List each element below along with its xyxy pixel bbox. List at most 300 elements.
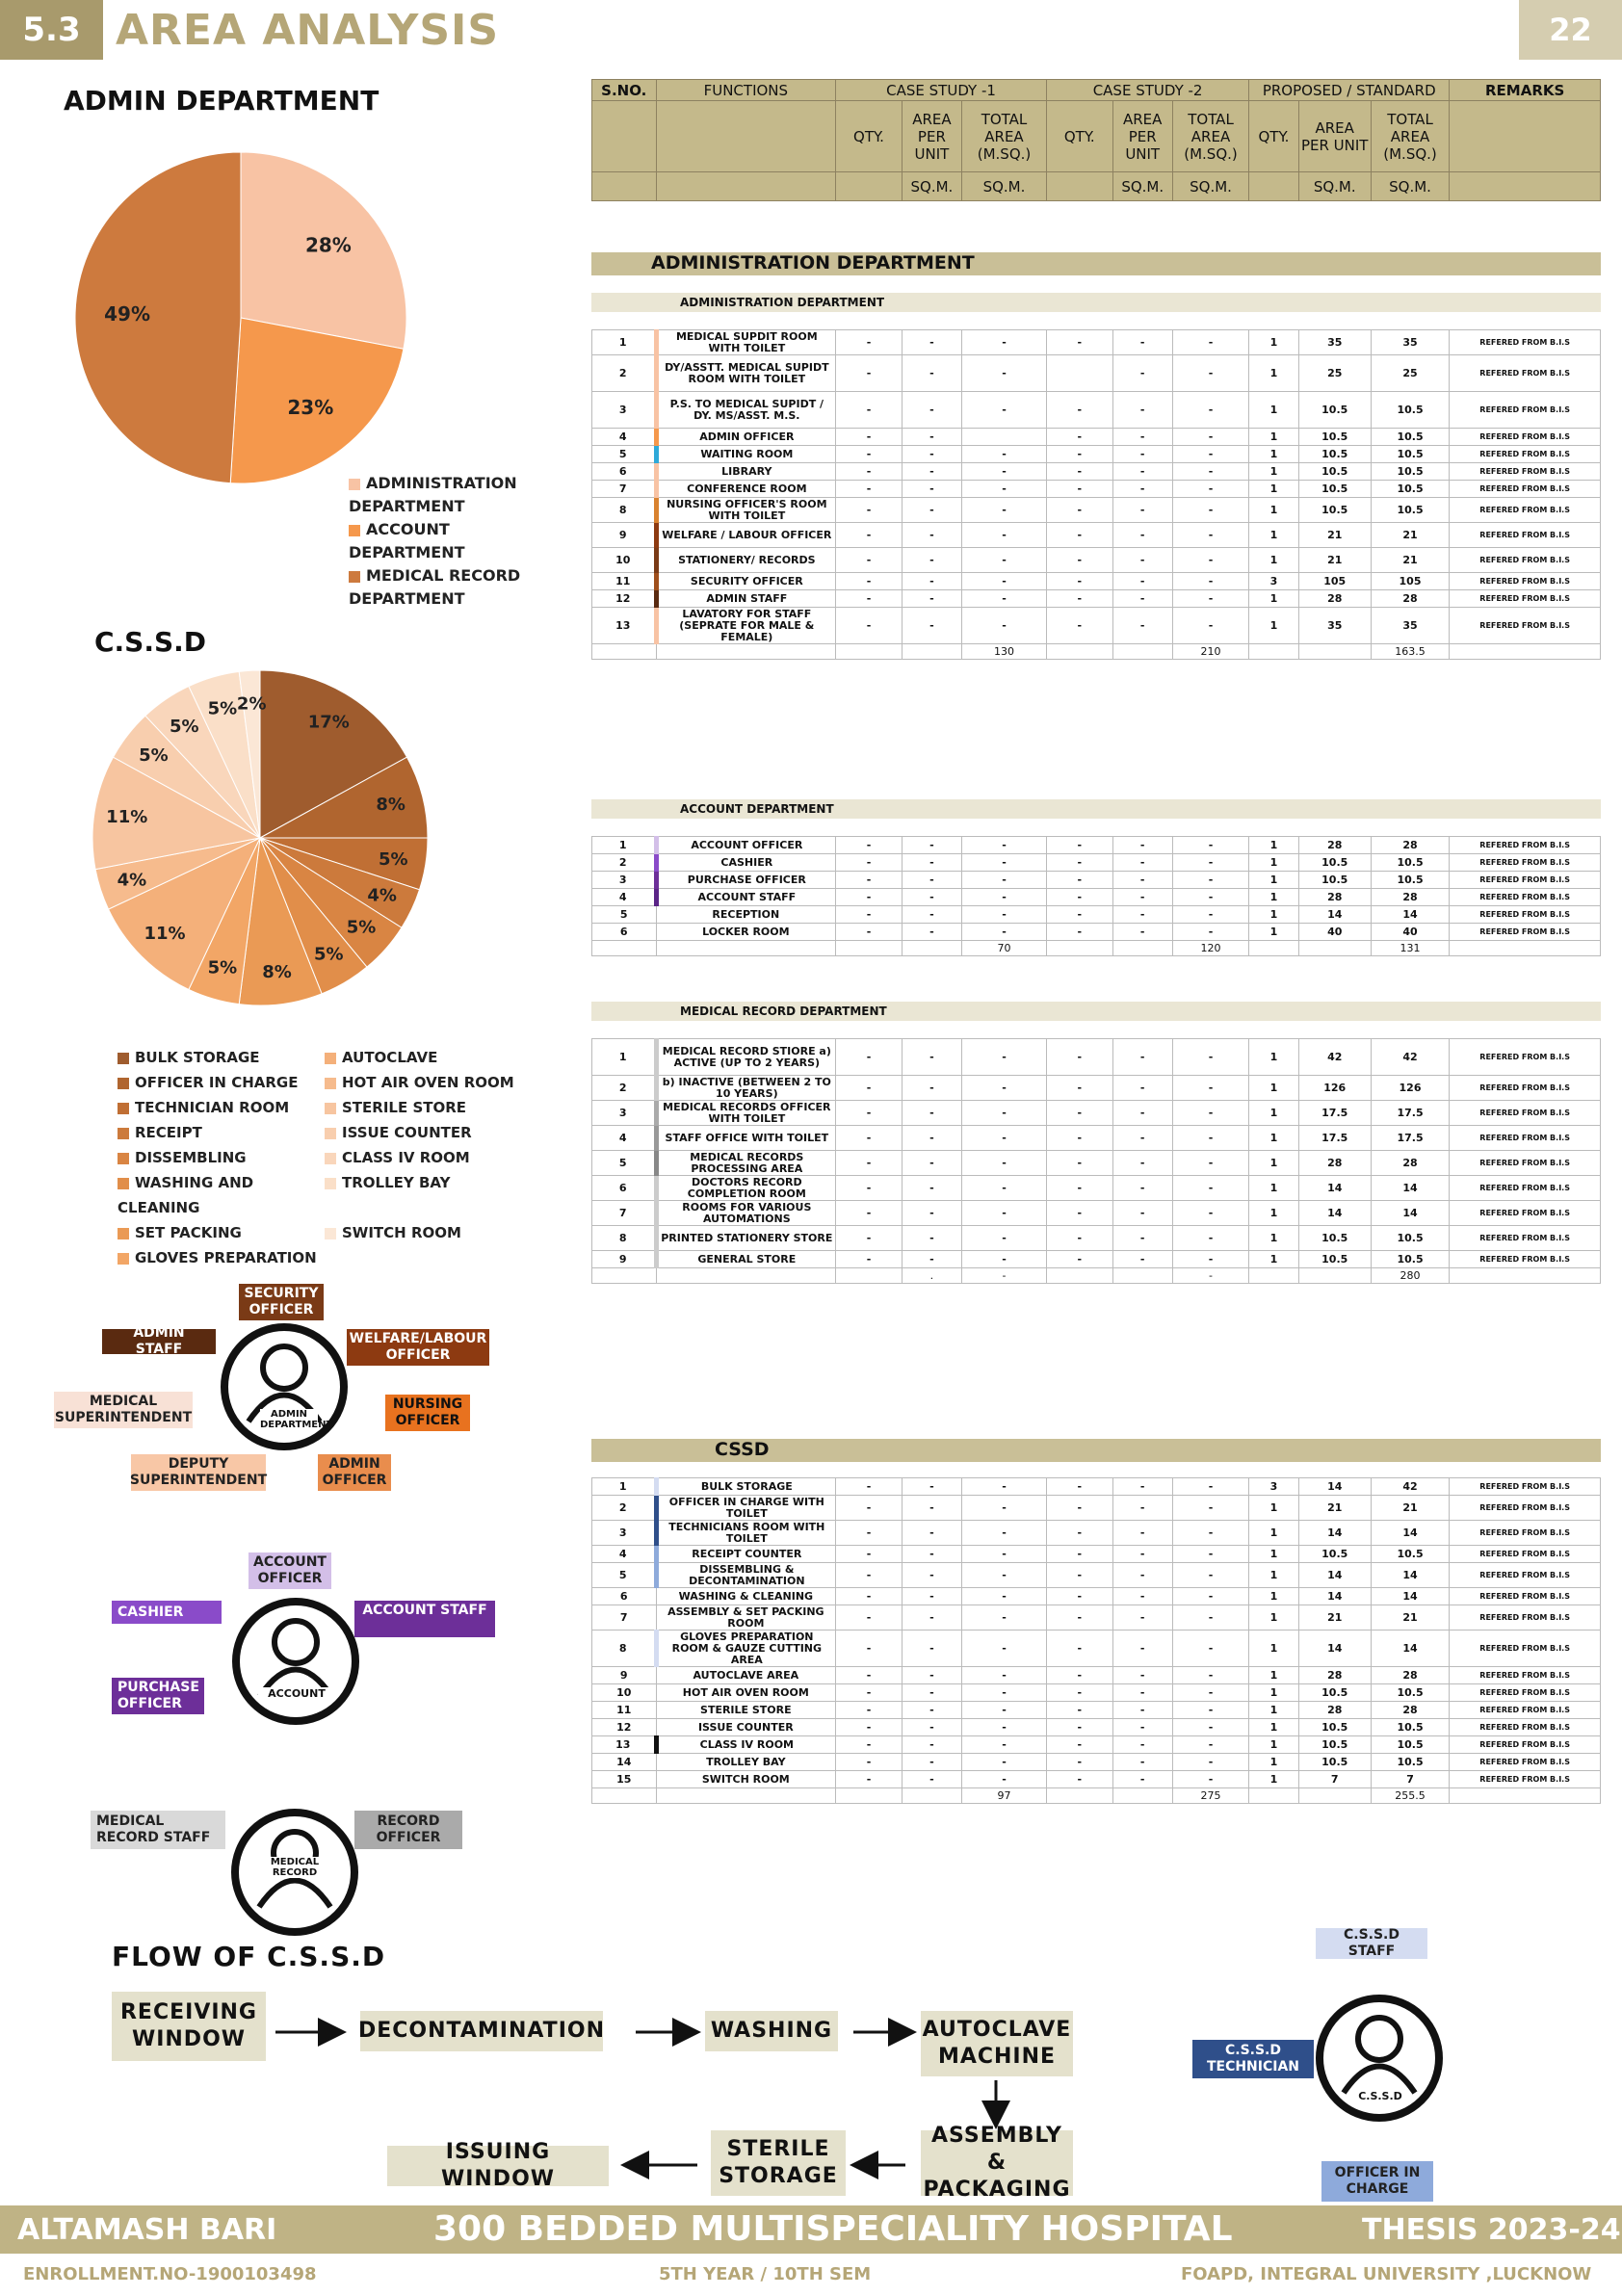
admin-cell: - <box>1046 498 1112 523</box>
medrec-cell: - <box>962 1101 1047 1126</box>
cssd-cell: - <box>836 1496 903 1521</box>
account-cell: - <box>1172 872 1248 889</box>
cssd-cell: 14 <box>1371 1631 1450 1667</box>
medrec-cell: - <box>902 1176 961 1201</box>
cssd-pie-legend-swatch <box>118 1053 129 1064</box>
cssd-cell: - <box>1112 1478 1172 1496</box>
account-org-center: ACCOUNT <box>258 1687 335 1700</box>
th-qty-3: QTY. <box>1249 101 1298 172</box>
admin-cell: 12 <box>592 590 657 608</box>
admin-row <box>592 330 1601 355</box>
account-cell: REFERED FROM B.I.S <box>1450 872 1601 889</box>
medrec-cell: 1 <box>1249 1201 1298 1226</box>
cssd-pie-legend-label: DISSEMBLING <box>135 1149 247 1166</box>
account-row <box>592 906 1601 924</box>
cssd-cell: 10.5 <box>1371 1719 1450 1736</box>
cssd-cell: - <box>836 1605 903 1631</box>
cssd-cell: - <box>1172 1588 1248 1605</box>
admin-cell: - <box>1046 523 1112 548</box>
cssd-cell: - <box>1112 1736 1172 1754</box>
medrec-table <box>591 1038 1601 1284</box>
admin-cell: 10.5 <box>1371 463 1450 481</box>
admin-cell: - <box>1172 590 1248 608</box>
account-total-cell <box>1450 941 1601 956</box>
account-cell: - <box>1112 837 1172 854</box>
admin-cell: 10.5 <box>1298 498 1371 523</box>
cssd-cell: SWITCH ROOM <box>656 1771 836 1788</box>
admin-cell: 5 <box>592 446 657 463</box>
th-case-study-1: CASE STUDY -1 <box>836 80 1047 101</box>
cssd-pie-legend-label: TROLLEY BAY <box>342 1174 451 1191</box>
cssd-cell: - <box>1046 1719 1112 1736</box>
medrec-cell: - <box>902 1151 961 1176</box>
cssd-cell: - <box>1046 1702 1112 1719</box>
account-cell: - <box>962 906 1047 924</box>
cssd-cell: - <box>902 1563 961 1588</box>
medrec-cell: 7 <box>592 1201 657 1226</box>
cssd-pie-legend-label: WASHING AND CLEANING <box>118 1174 254 1216</box>
cssd-cell: 1 <box>1249 1667 1298 1684</box>
account-cell: 10.5 <box>1371 872 1450 889</box>
cssd-cell: 1 <box>1249 1605 1298 1631</box>
medrec-cell: - <box>1172 1126 1248 1151</box>
admin-cell: 1 <box>1249 608 1298 644</box>
th-sqm-2b: SQ.M. <box>1172 172 1248 201</box>
cssd-cell: 21 <box>1371 1605 1450 1631</box>
admin-total-cell: 163.5 <box>1371 644 1450 660</box>
cssd-cell: - <box>836 1667 903 1684</box>
medrec-org-staff: MEDICAL RECORD STAFF <box>91 1811 225 1849</box>
account-cell: REFERED FROM B.I.S <box>1450 854 1601 872</box>
cssd-cell: REFERED FROM B.I.S <box>1450 1605 1601 1631</box>
flow-step-decontamination: DECONTAMINATION <box>360 2011 603 2051</box>
cssd-cell: - <box>836 1478 903 1496</box>
cssd-pie-slice-label: 4% <box>367 885 397 906</box>
cssd-cell: 1 <box>1249 1563 1298 1588</box>
account-cell: LOCKER ROOM <box>656 924 836 941</box>
medrec-cell: STAFF OFFICE WITH TOILET <box>656 1126 836 1151</box>
medrec-cell: - <box>962 1151 1047 1176</box>
th-apu-2: AREA PER UNIT <box>1112 101 1172 172</box>
cssd-cell: REFERED FROM B.I.S <box>1450 1754 1601 1771</box>
cssd-org-center: C.S.S.D <box>1356 2090 1404 2102</box>
cssd-cell: - <box>1046 1631 1112 1667</box>
cssd-cell: - <box>902 1496 961 1521</box>
admin-cell: - <box>1112 392 1172 429</box>
admin-cell: - <box>902 429 961 446</box>
medrec-row <box>592 1039 1601 1076</box>
cssd-cell: - <box>1172 1546 1248 1563</box>
admin-cell: 3 <box>1249 573 1298 590</box>
cssd-cell: - <box>836 1702 903 1719</box>
account-cell: 28 <box>1298 889 1371 906</box>
cssd-cell: - <box>836 1771 903 1788</box>
account-cell: ACCOUNT STAFF <box>656 889 836 906</box>
admin-cell: MEDICAL SUPDIT ROOM WITH TOILET <box>656 330 836 355</box>
account-cell: 1 <box>1249 854 1298 872</box>
medrec-total-cell <box>592 1268 657 1284</box>
account-cell: - <box>1112 872 1172 889</box>
medrec-cell: - <box>836 1126 903 1151</box>
medrec-cell: - <box>1112 1201 1172 1226</box>
cssd-cell: 10.5 <box>1371 1754 1450 1771</box>
admin-pie-legend-item <box>349 472 551 518</box>
medrec-cell: 9 <box>592 1251 657 1268</box>
admin-cell: - <box>1046 573 1112 590</box>
th-sqm-2a: SQ.M. <box>1112 172 1172 201</box>
medrec-cell: - <box>1112 1251 1172 1268</box>
th-case-study-2: CASE STUDY -2 <box>1046 80 1248 101</box>
cssd-cell: 3 <box>1249 1478 1298 1496</box>
medrec-cell: 1 <box>1249 1039 1298 1076</box>
account-cell: ACCOUNT OFFICER <box>656 837 836 854</box>
admin-cell: - <box>1112 523 1172 548</box>
medrec-total-cell: 280 <box>1371 1268 1450 1284</box>
admin-cell: - <box>902 608 961 644</box>
medrec-cell: 126 <box>1298 1076 1371 1101</box>
admin-cell: - <box>902 523 961 548</box>
account-subsection-bar: ACCOUNT DEPARTMENT <box>591 799 1601 819</box>
cssd-cell: - <box>1172 1702 1248 1719</box>
admin-cell: 10.5 <box>1298 392 1371 429</box>
medrec-cell: 1 <box>1249 1126 1298 1151</box>
admin-total-cell <box>836 644 903 660</box>
account-cell: - <box>1046 924 1112 941</box>
cssd-table <box>591 1477 1601 1804</box>
th-sqm-1b: SQ.M. <box>962 172 1047 201</box>
cssd-cell: 10.5 <box>1298 1684 1371 1702</box>
admin-cell: 35 <box>1371 608 1450 644</box>
admin-org-adminofficer: ADMIN OFFICER <box>318 1454 391 1491</box>
medrec-cell: - <box>1112 1076 1172 1101</box>
th-total-1: TOTAL AREA (M.SQ.) <box>962 101 1047 172</box>
account-cell: - <box>1172 906 1248 924</box>
medrec-cell: 5 <box>592 1151 657 1176</box>
medrec-cell: 2 <box>592 1076 657 1101</box>
cssd-pie-slice-label: 5% <box>170 717 199 738</box>
cssd-cell: - <box>1172 1667 1248 1684</box>
cssd-cell: 7 <box>1298 1771 1371 1788</box>
admin-cell: - <box>836 590 903 608</box>
cssd-cell: 10.5 <box>1371 1546 1450 1563</box>
admin-cell: - <box>902 548 961 573</box>
admin-cell: 21 <box>1298 548 1371 573</box>
cssd-pie-slice-label: 5% <box>378 848 408 870</box>
admin-cell: 35 <box>1298 330 1371 355</box>
admin-cell <box>1046 355 1112 392</box>
cssd-pie-legend-swatch <box>118 1128 129 1139</box>
account-total-cell: 131 <box>1371 941 1450 956</box>
account-cell: REFERED FROM B.I.S <box>1450 906 1601 924</box>
medrec-cell: - <box>962 1176 1047 1201</box>
medrec-cell: PRINTED STATIONERY STORE <box>656 1226 836 1251</box>
cssd-pie-legend-label: RECEIPT <box>135 1124 202 1141</box>
cssd-cell: - <box>1172 1631 1248 1667</box>
account-cell: - <box>1172 837 1248 854</box>
medrec-cell: REFERED FROM B.I.S <box>1450 1151 1601 1176</box>
account-cell: REFERED FROM B.I.S <box>1450 837 1601 854</box>
admin-total-cell <box>1298 644 1371 660</box>
admin-cell: REFERED FROM B.I.S <box>1450 446 1601 463</box>
cssd-cell: - <box>902 1588 961 1605</box>
cssd-cell: TECHNICIANS ROOM WITH TOILET <box>656 1521 836 1546</box>
th-sqm-3a: SQ.M. <box>1298 172 1371 201</box>
medrec-cell: - <box>836 1176 903 1201</box>
cssd-cell: - <box>1112 1771 1172 1788</box>
admin-cell: - <box>1112 446 1172 463</box>
cssd-cell: 10.5 <box>1298 1719 1371 1736</box>
medrec-cell: - <box>962 1126 1047 1151</box>
admin-cell: 1 <box>1249 498 1298 523</box>
admin-cell: - <box>1172 392 1248 429</box>
medrec-cell: 126 <box>1371 1076 1450 1101</box>
medrec-cell: - <box>1172 1226 1248 1251</box>
cssd-cell: - <box>902 1719 961 1736</box>
cssd-pie-legend-label: BULK STORAGE <box>135 1049 260 1066</box>
medrec-cell: - <box>836 1039 903 1076</box>
medrec-cell: - <box>1172 1076 1248 1101</box>
medrec-cell: - <box>1046 1201 1112 1226</box>
medrec-cell: - <box>1172 1201 1248 1226</box>
admin-cell: - <box>836 523 903 548</box>
admin-cell: 7 <box>592 481 657 498</box>
cssd-cell: 1 <box>1249 1771 1298 1788</box>
cssd-cell: - <box>836 1684 903 1702</box>
cssd-cell: - <box>962 1478 1047 1496</box>
admin-cell: - <box>836 463 903 481</box>
admin-cell: - <box>1172 573 1248 590</box>
cssd-row <box>592 1702 1601 1719</box>
admin-row <box>592 608 1601 644</box>
medrec-cell: - <box>1046 1126 1112 1151</box>
cssd-row <box>592 1736 1601 1754</box>
cssd-cell: OFFICER IN CHARGE WITH TOILET <box>656 1496 836 1521</box>
cssd-cell: - <box>962 1702 1047 1719</box>
admin-cell: - <box>836 608 903 644</box>
cssd-pie-legend-item <box>118 1095 325 1120</box>
medrec-cell: - <box>902 1201 961 1226</box>
cssd-cell: 10 <box>592 1684 657 1702</box>
cssd-total-cell <box>1298 1788 1371 1804</box>
cssd-cell: REFERED FROM B.I.S <box>1450 1521 1601 1546</box>
cssd-cell: 11 <box>592 1702 657 1719</box>
cssd-cell: 28 <box>1371 1702 1450 1719</box>
cssd-row <box>592 1684 1601 1702</box>
cssd-cell: - <box>962 1521 1047 1546</box>
cssd-total-cell <box>836 1788 903 1804</box>
medrec-cell: 17.5 <box>1371 1126 1450 1151</box>
cssd-cell: - <box>836 1754 903 1771</box>
cssd-pie-legend-swatch <box>118 1078 129 1089</box>
cssd-pie-legend-label: ISSUE COUNTER <box>342 1124 472 1141</box>
admin-cell: - <box>962 523 1047 548</box>
cssd-cell: - <box>902 1736 961 1754</box>
cssd-total-cell <box>592 1788 657 1804</box>
cssd-cell: - <box>902 1631 961 1667</box>
cssd-cell: 10.5 <box>1371 1736 1450 1754</box>
admin-total-cell <box>1249 644 1298 660</box>
medrec-cell: 3 <box>592 1101 657 1126</box>
cssd-total-cell <box>902 1788 961 1804</box>
cssd-pie-legend-item <box>325 1145 532 1170</box>
medrec-total-cell <box>836 1268 903 1284</box>
medrec-cell: 1 <box>1249 1176 1298 1201</box>
medrec-subsection-bar: MEDICAL RECORD DEPARTMENT <box>591 1002 1601 1021</box>
medrec-total-cell: - <box>962 1268 1047 1284</box>
cssd-cell: - <box>1172 1563 1248 1588</box>
medrec-cell: 1 <box>1249 1076 1298 1101</box>
flow-step-assembly: ASSEMBLY & PACKAGING <box>921 2130 1073 2196</box>
account-cell: - <box>962 837 1047 854</box>
cssd-cell: - <box>962 1771 1047 1788</box>
admin-cell: - <box>902 392 961 429</box>
medrec-cell: - <box>1046 1151 1112 1176</box>
cssd-cell: 1 <box>1249 1521 1298 1546</box>
medrec-cell: - <box>1112 1176 1172 1201</box>
medrec-cell: - <box>1046 1226 1112 1251</box>
cssd-cell: HOT AIR OVEN ROOM <box>656 1684 836 1702</box>
cssd-cell: RECEIPT COUNTER <box>656 1546 836 1563</box>
cssd-cell: - <box>1112 1605 1172 1631</box>
admin-cell: - <box>1112 498 1172 523</box>
cssd-cell: 14 <box>1298 1521 1371 1546</box>
cssd-cell: - <box>962 1631 1047 1667</box>
account-cell: - <box>962 924 1047 941</box>
admin-cell: - <box>962 590 1047 608</box>
account-row <box>592 889 1601 906</box>
admin-cell: 8 <box>592 498 657 523</box>
cssd-cell: - <box>1172 1521 1248 1546</box>
footer-name: ALTAMASH BARI <box>17 2213 277 2247</box>
cssd-cell: REFERED FROM B.I.S <box>1450 1702 1601 1719</box>
cssd-cell: WASHING & CLEANING <box>656 1588 836 1605</box>
medrec-org-officer: RECORD OFFICER <box>354 1811 462 1849</box>
medrec-cell: 14 <box>1371 1201 1450 1226</box>
cssd-cell: 3 <box>592 1521 657 1546</box>
admin-pie-slice-label: 49% <box>104 301 150 326</box>
cssd-cell: - <box>1046 1771 1112 1788</box>
admin-cell: - <box>1172 446 1248 463</box>
cssd-cell: STERILE STORE <box>656 1702 836 1719</box>
admin-pie-legend-swatch <box>349 525 360 536</box>
admin-cell: 9 <box>592 523 657 548</box>
admin-cell: REFERED FROM B.I.S <box>1450 392 1601 429</box>
medrec-total-cell <box>1249 1268 1298 1284</box>
cssd-cell: GLOVES PREPARATION ROOM & GAUZE CUTTING AREA <box>656 1631 836 1667</box>
admin-row <box>592 392 1601 429</box>
cssd-cell: - <box>1046 1546 1112 1563</box>
admin-pie-legend <box>349 472 551 611</box>
admin-cell: - <box>902 498 961 523</box>
medrec-cell: - <box>1112 1101 1172 1126</box>
admin-row <box>592 498 1601 523</box>
account-cell: 4 <box>592 889 657 906</box>
cssd-cell: 14 <box>1298 1563 1371 1588</box>
cssd-cell: 14 <box>1298 1478 1371 1496</box>
cssd-pie-legend-item <box>325 1120 532 1145</box>
medrec-cell: REFERED FROM B.I.S <box>1450 1126 1601 1151</box>
cssd-cell: AUTOCLAVE AREA <box>656 1667 836 1684</box>
medrec-row <box>592 1226 1601 1251</box>
admin-cell: 1 <box>1249 590 1298 608</box>
admin-cell: - <box>962 498 1047 523</box>
cssd-pie-slice-label: 17% <box>307 712 350 733</box>
medrec-row <box>592 1126 1601 1151</box>
cssd-cell: 14 <box>592 1754 657 1771</box>
admin-cell: - <box>1046 548 1112 573</box>
cssd-row <box>592 1771 1601 1788</box>
admin-cell: 1 <box>1249 481 1298 498</box>
medrec-cell: REFERED FROM B.I.S <box>1450 1176 1601 1201</box>
admin-cell: NURSING OFFICER'S ROOM WITH TOILET <box>656 498 836 523</box>
account-cell: - <box>1046 906 1112 924</box>
cssd-pie-legend-swatch <box>325 1153 336 1164</box>
admin-cell: 1 <box>1249 392 1298 429</box>
cssd-pie-legend-item <box>118 1145 325 1170</box>
cssd-cell: 21 <box>1298 1496 1371 1521</box>
medrec-cell: REFERED FROM B.I.S <box>1450 1251 1601 1268</box>
cssd-cell: REFERED FROM B.I.S <box>1450 1496 1601 1521</box>
admin-pie-legend-item <box>349 518 551 564</box>
cssd-cell: REFERED FROM B.I.S <box>1450 1684 1601 1702</box>
cssd-cell: ISSUE COUNTER <box>656 1719 836 1736</box>
admin-pie-legend-item <box>349 564 551 611</box>
medrec-cell: 8 <box>592 1226 657 1251</box>
admin-cell: - <box>1172 463 1248 481</box>
cssd-total-cell <box>1112 1788 1172 1804</box>
admin-total-cell <box>592 644 657 660</box>
cssd-cell: 1 <box>1249 1684 1298 1702</box>
cssd-cell: 13 <box>592 1736 657 1754</box>
admin-org-deputy: DEPUTY SUPERINTENDENT <box>131 1454 266 1491</box>
account-cell: - <box>1112 889 1172 906</box>
th-apu-1: AREA PER UNIT <box>902 101 961 172</box>
footer-project: 300 BEDDED MULTISPECIALITY HOSPITAL <box>433 2209 1233 2249</box>
admin-org-center: ADMIN DEPARTMENT <box>260 1409 333 1430</box>
cssd-cell: DISSEMBLING & DECONTAMINATION <box>656 1563 836 1588</box>
cssd-cell: REFERED FROM B.I.S <box>1450 1719 1601 1736</box>
cssd-pie-slice-label: 8% <box>262 961 292 982</box>
admin-pie-title: ADMIN DEPARTMENT <box>64 85 379 117</box>
admin-cell: - <box>836 573 903 590</box>
admin-row <box>592 355 1601 392</box>
cssd-cell: 4 <box>592 1546 657 1563</box>
admin-cell: 10.5 <box>1371 481 1450 498</box>
cssd-cell: 21 <box>1371 1496 1450 1521</box>
admin-section-bar: ADMINISTRATION DEPARTMENT <box>591 252 1601 275</box>
admin-cell: 1 <box>1249 548 1298 573</box>
account-cell: CASHIER <box>656 854 836 872</box>
medrec-org-center: MEDICAL RECORD <box>260 1857 329 1878</box>
admin-cell: 2 <box>592 355 657 392</box>
cssd-pie-legend-item <box>118 1170 325 1220</box>
account-total-cell <box>656 941 836 956</box>
account-total-cell <box>836 941 903 956</box>
cssd-total-cell: 97 <box>962 1788 1047 1804</box>
admin-cell: - <box>962 548 1047 573</box>
medrec-cell: 10.5 <box>1298 1226 1371 1251</box>
medrec-cell: 1 <box>1249 1226 1298 1251</box>
cssd-cell: - <box>836 1736 903 1754</box>
cssd-cell: - <box>1172 1684 1248 1702</box>
account-cell: 40 <box>1371 924 1450 941</box>
medrec-cell: - <box>1172 1176 1248 1201</box>
admin-total-cell <box>902 644 961 660</box>
admin-row <box>592 429 1601 446</box>
th-total-2: TOTAL AREA (M.SQ.) <box>1172 101 1248 172</box>
cssd-cell: - <box>902 1684 961 1702</box>
medrec-cell: - <box>836 1226 903 1251</box>
